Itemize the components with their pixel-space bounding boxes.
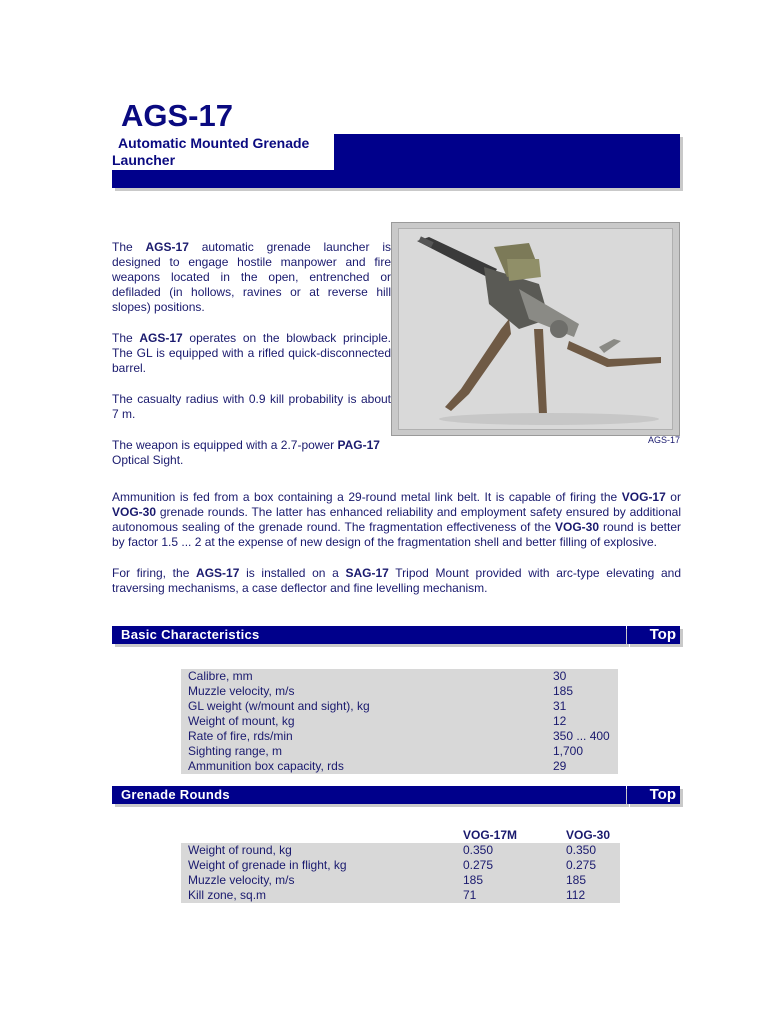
table-row bbox=[181, 888, 620, 903]
paragraph-5: Ammunition is fed from a box containing a 29-round metal link belt. It is capable of firing the VOG-17 or VOG-30 grenade rounds. The latter has enhanced reliability and employment safety ensured by additional autonomous sealing of the grenade round. The fragmentation effectiveness of the VOG-30 round is better by factor 1.5 ... 2 at the expense of new design of the fragmentation shell and better filling of explosive. bbox=[112, 490, 681, 549]
row-value: 1,700 bbox=[546, 744, 618, 759]
grenade-rounds-heading: Grenade Rounds bbox=[112, 786, 626, 804]
row-value: 0.275 bbox=[456, 858, 559, 873]
table-row bbox=[181, 759, 618, 774]
grenade-rounds-table bbox=[181, 828, 620, 903]
row-label: Kill zone, sq.m bbox=[181, 888, 456, 903]
table-row bbox=[181, 699, 618, 714]
row-value: 71 bbox=[456, 888, 559, 903]
row-label: Muzzle velocity, m/s bbox=[181, 684, 546, 699]
table-row bbox=[181, 843, 620, 858]
row-label: Ammunition box capacity, rds bbox=[181, 759, 546, 774]
table-row bbox=[181, 873, 620, 888]
table-row bbox=[181, 684, 618, 699]
row-value: 112 bbox=[559, 888, 620, 903]
grenade-launcher-image bbox=[399, 229, 672, 429]
photo-caption: AGS-17 bbox=[647, 435, 680, 445]
paragraph-2: The AGS-17 operates on the blowback principle. The GL is equipped with a rifled quick-disconnected barrel. bbox=[112, 331, 391, 375]
row-value: 185 bbox=[456, 873, 559, 888]
table-row bbox=[181, 669, 618, 684]
row-label: Rate of fire, rds/min bbox=[181, 729, 546, 744]
table-row bbox=[181, 714, 618, 729]
weapon-photo-frame bbox=[398, 228, 673, 430]
row-value: 185 bbox=[559, 873, 620, 888]
row-label: Weight of round, kg bbox=[181, 843, 456, 858]
page-title: AGS-17 bbox=[121, 98, 233, 133]
table-row bbox=[181, 729, 618, 744]
row-label: Weight of grenade in flight, kg bbox=[181, 858, 456, 873]
top-link-rounds[interactable]: Top bbox=[627, 786, 680, 804]
row-label: Sighting range, m bbox=[181, 744, 546, 759]
row-value: 31 bbox=[546, 699, 618, 714]
paragraph-1: The AGS-17 automatic grenade launcher is designed to engage hostile manpower and fire weapons located in the open, entrenched or defiladed (in hollows, ravines or at reverse hill slopes) positions. bbox=[112, 240, 391, 314]
row-value: 0.275 bbox=[559, 858, 620, 873]
page-subtitle bbox=[112, 135, 342, 169]
paragraph-4: The weapon is equipped with a 2.7-power PAG-17 Optical Sight. bbox=[112, 438, 380, 467]
row-value: 0.350 bbox=[559, 843, 620, 858]
row-label: GL weight (w/mount and sight), kg bbox=[181, 699, 546, 714]
body-text bbox=[112, 490, 681, 612]
table-header-row bbox=[181, 828, 620, 843]
table-row bbox=[181, 858, 620, 873]
row-label: Calibre, mm bbox=[181, 669, 546, 684]
column-header: VOG-30 bbox=[559, 828, 620, 843]
row-value: 30 bbox=[546, 669, 618, 684]
row-value: 185 bbox=[546, 684, 618, 699]
intro-text bbox=[112, 240, 391, 484]
basic-characteristics-table bbox=[181, 669, 618, 774]
row-value: 29 bbox=[546, 759, 618, 774]
column-header: VOG-17M bbox=[456, 828, 559, 843]
row-label: Muzzle velocity, m/s bbox=[181, 873, 456, 888]
weapon-photo bbox=[391, 222, 680, 436]
row-value: 12 bbox=[546, 714, 618, 729]
basic-characteristics-heading: Basic Characteristics bbox=[112, 626, 626, 644]
paragraph-3: The casualty radius with 0.9 kill probability is about 7 m. bbox=[112, 392, 391, 421]
row-value: 350 ... 400 bbox=[546, 729, 618, 744]
row-value: 0.350 bbox=[456, 843, 559, 858]
top-link-basic[interactable]: Top bbox=[627, 626, 680, 644]
table-row bbox=[181, 744, 618, 759]
subtitle-line-2: Launcher bbox=[112, 152, 176, 168]
row-label: Weight of mount, kg bbox=[181, 714, 546, 729]
table-header-blank bbox=[181, 828, 456, 843]
paragraph-6: For firing, the AGS-17 is installed on a SAG-17 Tripod Mount provided with arc-type elevating and traversing mechanisms, a case deflector and fine levelling mechanism. bbox=[112, 566, 681, 595]
subtitle-line-1: Automatic Mounted Grenade bbox=[118, 135, 310, 151]
